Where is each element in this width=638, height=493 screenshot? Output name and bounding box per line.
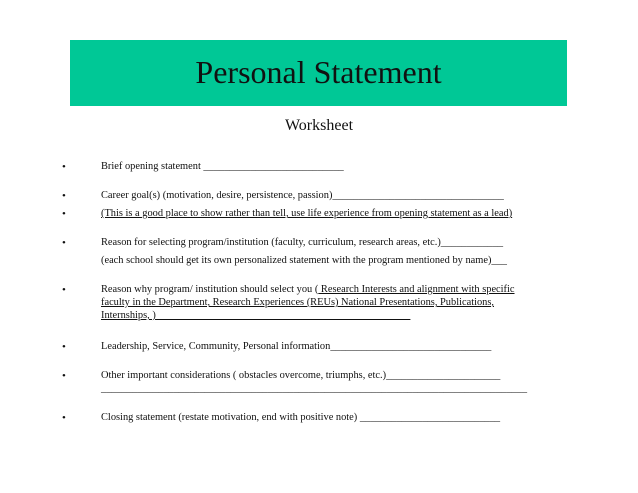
item-3-line-1: (This is a good place to show rather than tell, use life experience from opening statement as a lead)	[101, 208, 513, 219]
item-4-line-1: Reason for selecting program/institution (faculty, curriculum, research areas, etc.)____________	[101, 237, 504, 248]
bullet-1: •	[62, 161, 66, 173]
item-1-line-1: Brief opening statement ___________________________	[101, 161, 344, 172]
item-7-line-2: __________________________________________________________________________________	[101, 383, 528, 394]
item-5-prefix: Reason why program/ institution should select you (	[101, 284, 319, 295]
bullet-3: •	[62, 208, 66, 220]
item-8-line-1: Closing statement (restate motivation, end with positive note) ___________________________	[101, 412, 501, 423]
item-2-line-1: Career goal(s) (motivation, desire, persistence, passion)_________________________________	[101, 190, 504, 201]
item-5-underlined: Research Interests and alignment with specific	[318, 284, 515, 295]
title-banner	[70, 40, 567, 106]
item-6-line-1: Leadership, Service, Community, Personal information_______________________________	[101, 341, 492, 352]
page-title: Personal Statement	[195, 54, 442, 90]
item-5-line-1	[101, 283, 515, 296]
bullet-5: •	[62, 284, 66, 296]
item-7-line-1: Other important considerations ( obstacles overcome, triumphs, etc.)______________________	[101, 370, 501, 381]
bullet-2: •	[62, 190, 66, 202]
bullet-4: •	[62, 237, 66, 249]
item-5-line-2: faculty in the Department, Research Experiences (REUs) National Presentations, Publications,	[101, 297, 494, 308]
subtitle: Worksheet	[284, 117, 354, 134]
bullet-6: •	[62, 341, 66, 353]
bullet-8: •	[62, 412, 66, 424]
item-5-line-3: Internships, )	[101, 310, 411, 321]
item-4-line-2: (each school should get its own personalized statement with the program mentioned by name)___	[101, 255, 507, 266]
bullet-7: •	[62, 370, 66, 382]
